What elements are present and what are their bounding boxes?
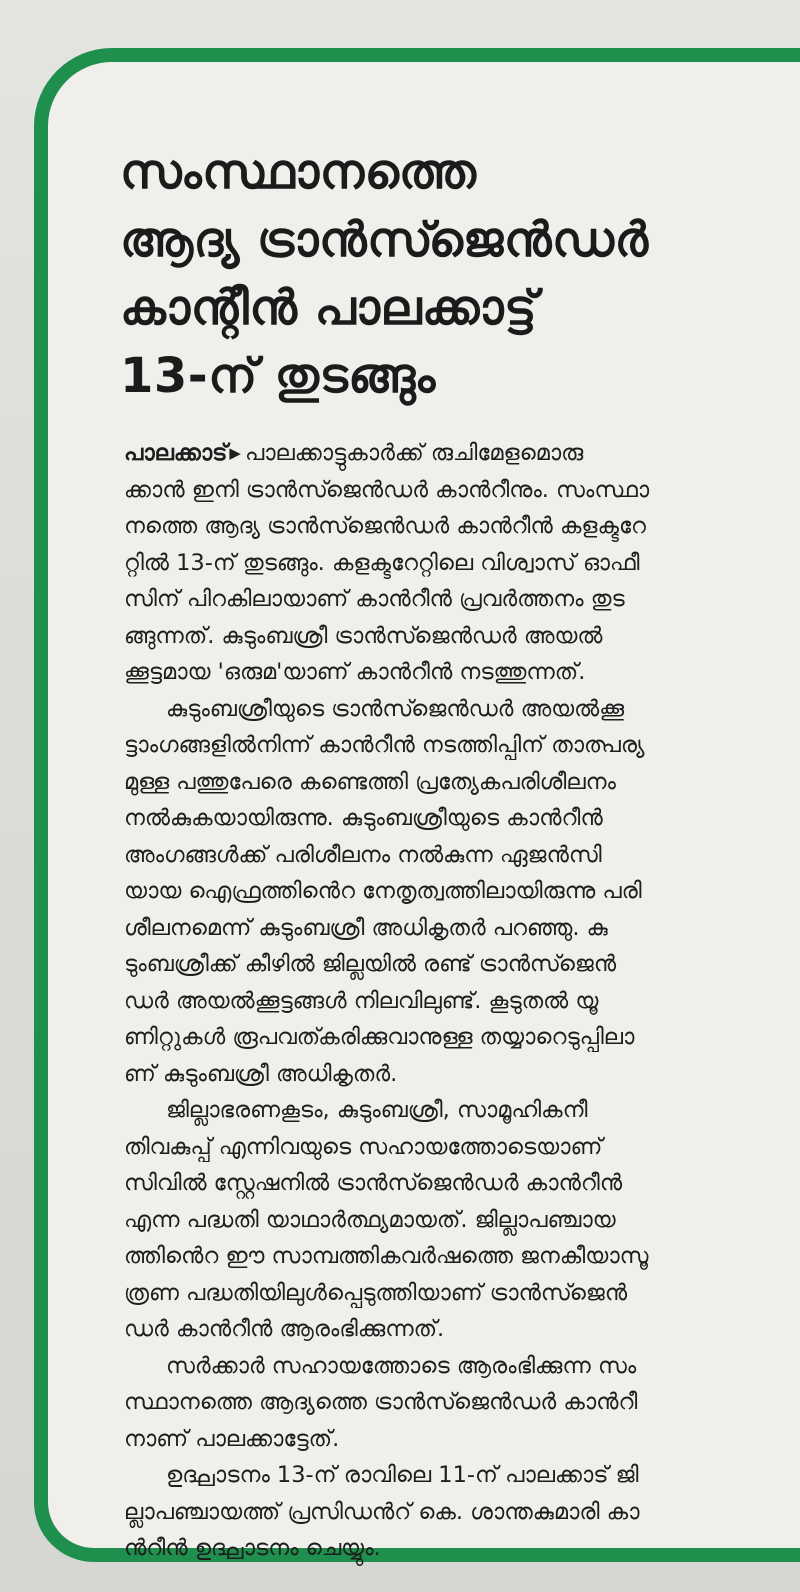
article-line: സിന് പിറകിലായാണ് കാൻറീൻ പ്രവർത്തനം തുട <box>124 586 625 612</box>
article-line: ല്ലാപഞ്ചായത്ത് പ്രസിഡൻറ് കെ. ശാന്തകുമാരി കാ <box>124 1498 640 1525</box>
article-line: മുള്ള പത്തുപേരെ കണ്ടെത്തി പ്രത്യേകപരിശീലനം <box>124 768 616 795</box>
article-line: ക്കാൻ ഇനി ട്രാൻസ്ജെൻഡർ കാൻറീനും. സംസ്ഥാ <box>124 476 650 503</box>
headline-line: 13-ന് തുടങ്ങും <box>120 348 436 404</box>
article-line: ൻറീൻ ഉദ്ഘാടനം ചെയ്യും. <box>124 1535 381 1561</box>
article-line: സിവിൽ സ്റ്റേഷനിൽ ട്രാൻസ്ജെൻഡർ കാൻറീൻ <box>124 1170 623 1196</box>
article-line: നത്തെ ആദ്യ ട്രാൻസ്ജെൻഡർ കാൻറീൻ കളക്ടറേ <box>124 513 646 539</box>
headline-line: സംസ്ഥാനത്തെ <box>120 144 477 200</box>
article-line: ഉദ്ഘാടനം 13-ന് രാവിലെ 11-ന് പാലക്കാട് ജി <box>166 1462 639 1488</box>
article-line: അംഗങ്ങൾക്ക് പരിശീലനം നൽകുന്ന ഏജൻസി <box>124 841 602 868</box>
article-line: നൽകുകയായിരുന്നു. കുടുംബശ്രീയുടെ കാൻറീൻ <box>124 805 603 831</box>
article-line: ടുംബശ്രീക്ക് കീഴിൽ ജില്ലയിൽ രണ്ട് ട്രാൻസ്ജെൻ <box>124 951 617 977</box>
article-line: ക്കൂട്ടമായ 'ഒരുമ'യാണ് കാൻറീൻ നടത്തുന്നത്. <box>124 659 586 685</box>
article-line: ട്ടാംഗങ്ങളിൽനിന്ന് കാൻറീൻ നടത്തിപ്പിന് താത്പര്യ <box>124 732 645 758</box>
headline-line: കാന്റീൻ പാലക്കാട്ട് <box>120 280 538 336</box>
article-line: സർക്കാർ സഹായത്തോടെ ആരംഭിക്കുന്ന സം <box>166 1352 637 1379</box>
article-line: തിവകുപ്പ് എന്നിവയുടെ സഹായത്തോടെയാണ് <box>124 1133 603 1160</box>
dateline-arrow-icon: ▶ <box>229 444 241 462</box>
headline-line: ആദ്യ ട്രാൻസ്ജെൻഡർ <box>120 212 649 268</box>
article-line: നാണ് പാലക്കാട്ടേത്. <box>124 1425 340 1452</box>
article-line: ങ്ങുന്നത്. കുടുംബശ്രീ ട്രാൻസ്ജെൻഡർ അയൽ <box>124 622 603 649</box>
article-line: യായ ഐഫ്രത്തിൻെറ നേതൃത്വത്തിലായിരുന്നു പരി <box>124 878 642 904</box>
article-line: സ്ഥാനത്തെ ആദ്യത്തെ ട്രാൻസ്ജെൻഡർ കാൻറീ <box>124 1389 638 1415</box>
article-line-text: പാലക്കാട്ടുകാർക്ക് രുചിമേളമൊരു <box>244 440 584 466</box>
dateline: പാലക്കാട് <box>124 440 228 466</box>
article-line: കുടുംബശ്രീയുടെ ട്രാൻസ്ജെൻഡർ അയൽക്കൂ <box>166 695 625 722</box>
article-line: ണിറ്റുകൾ രൂപവത്കരിക്കുവാനുള്ള തയ്യാറെടുപ്പിലാ <box>124 1024 635 1050</box>
article-headline <box>120 138 760 410</box>
article-line: ശീലനമെന്ന് കുടുംബശ്രീ അധികൃതർ പറഞ്ഞു. കു <box>124 914 608 941</box>
article-line: ഡർ അയൽക്കൂട്ടങ്ങൾ നിലവിലുണ്ട്. കൂടുതൽ യൂ <box>124 987 599 1014</box>
article-line: ണ് കുടുംബശ്രീ അധികൃതർ. <box>124 1060 398 1087</box>
article-line: എന്ന പദ്ധതി യാഥാർത്ഥ്യമായത്. ജില്ലാപഞ്ചായ <box>124 1206 616 1233</box>
article-line <box>124 435 764 472</box>
article-line: ത്രണ പദ്ധതിയിലുൾപ്പെടുത്തിയാണ് ട്രാൻസ്ജെൻ <box>124 1279 628 1306</box>
article-line: റ്റിൽ 13-ന് തുടങ്ങും. കളക്ടറേറ്റിലെ വിശ്വാസ് ഓഫീ <box>124 549 640 576</box>
article-line: ത്തിൻെറ ഈ സാമ്പത്തികവർഷത്തെ ജനകീയാസൂ <box>124 1243 649 1269</box>
article-line: ഡർ കാൻറീൻ ആരംഭിക്കുന്നത്. <box>124 1316 445 1342</box>
article-body <box>124 435 764 1567</box>
article-line: ജില്ലാഭരണകൂടം, കുടുംബശ്രീ, സാമൂഹികനീ <box>166 1097 588 1123</box>
